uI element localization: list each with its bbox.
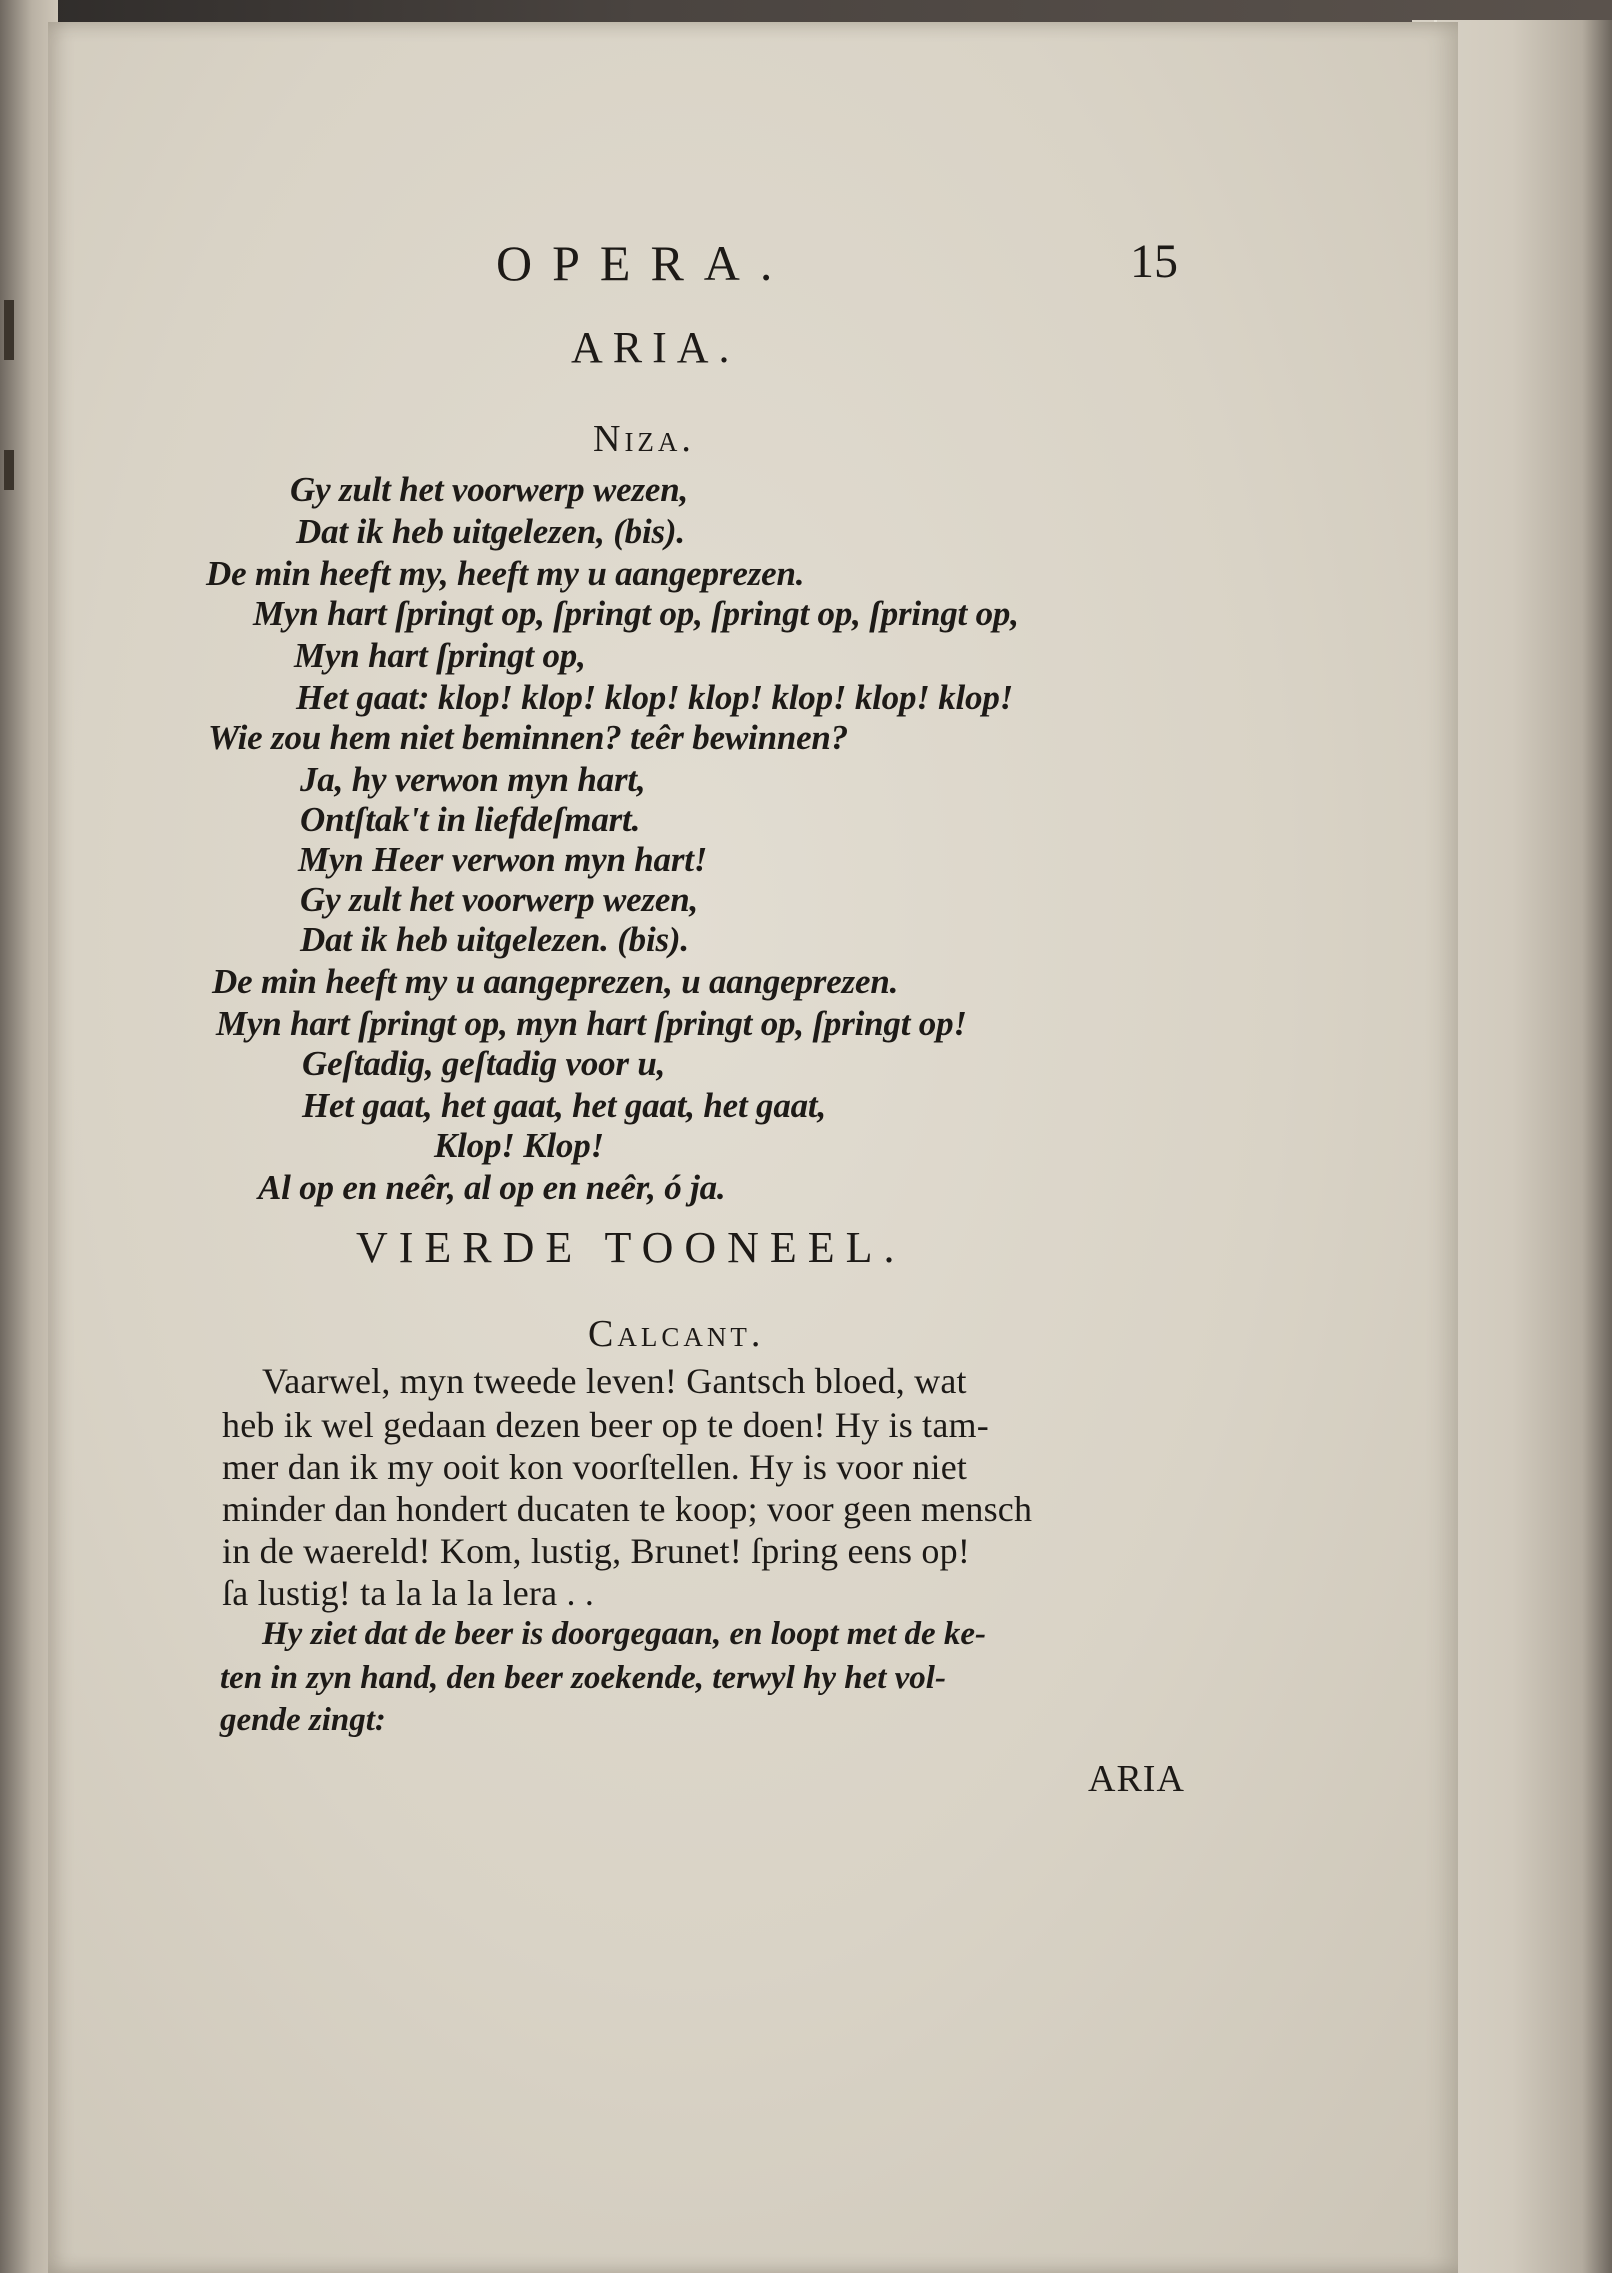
- verse-line: Myn hart ſpringt op, myn hart ſpringt op, ſpringt op!: [216, 1004, 967, 1043]
- speaker-name: Calcant.: [588, 1313, 765, 1355]
- prose-line: mer dan ik my ooit kon voorſtellen. Hy is voor niet: [222, 1447, 968, 1487]
- speaker-name: Niza.: [593, 418, 695, 460]
- verse-line: Klop! Klop!: [434, 1126, 604, 1165]
- verse-line: De min heeft my u aangeprezen, u aangeprezen.: [212, 962, 899, 1001]
- stage-direction-line: ten in zyn hand, den beer zoekende, terwyl hy het vol-: [220, 1660, 946, 1696]
- ink-fragment: [4, 450, 14, 490]
- verse-line: Al op en neêr, al op en neêr, ó ja.: [258, 1168, 726, 1207]
- stage-direction-line: Hy ziet dat de beer is doorgegaan, en loopt met de ke-: [262, 1616, 987, 1652]
- verse-line: Myn hart ſpringt op,: [294, 636, 586, 675]
- stage-direction-line: gende zingt:: [220, 1702, 386, 1738]
- verse-line: Gy zult het voorwerp wezen,: [290, 470, 689, 509]
- ink-fragment: [4, 300, 14, 360]
- running-head: OPERA.: [496, 235, 793, 291]
- verse-line: Wie zou hem niet beminnen? teêr bewinnen?: [208, 718, 849, 757]
- scene-heading: VIERDE TOONEEL.: [356, 1223, 906, 1272]
- verse-line: De min heeft my, heeft my u aangeprezen.: [206, 554, 805, 593]
- prose-line: minder dan hondert ducaten te koop; voor geen mensch: [222, 1489, 1033, 1529]
- page-number: 15: [1130, 235, 1178, 288]
- verse-line: Myn hart ſpringt op, ſpringt op, ſpringt op, ſpringt op,: [253, 594, 1019, 633]
- prose-line: heb ik wel gedaan dezen beer op te doen! Hy is tam-: [222, 1405, 989, 1445]
- verse-line: Myn Heer verwon myn hart!: [298, 840, 708, 879]
- verse-line: Geſtadig, geſtadig voor u,: [302, 1044, 666, 1083]
- verse-line: Dat ik heb uitgelezen, (bis).: [296, 512, 685, 551]
- verse-line: Dat ik heb uitgelezen. (bis).: [300, 920, 689, 959]
- verse-line: Ontſtak't in liefdeſmart.: [300, 800, 641, 839]
- verse-line: Ja, hy verwon myn hart,: [300, 760, 646, 799]
- verse-line: Gy zult het voorwerp wezen,: [300, 880, 699, 919]
- book-page: [48, 22, 1458, 2273]
- prose-line: Vaarwel, myn tweede leven! Gantsch bloed, wat: [262, 1361, 967, 1401]
- verse-line: Het gaat, het gaat, het gaat, het gaat,: [302, 1086, 827, 1125]
- prose-line: in de waereld! Kom, lustig, Brunet! ſpring eens op!: [222, 1531, 971, 1571]
- aria-heading: ARIA.: [571, 323, 740, 372]
- prose-line: ſa lustig! ta la la la lera . .: [222, 1573, 595, 1613]
- catchword: ARIA: [1088, 1758, 1185, 1800]
- verse-line: Het gaat: klop! klop! klop! klop! klop! klop! klop!: [296, 678, 1014, 717]
